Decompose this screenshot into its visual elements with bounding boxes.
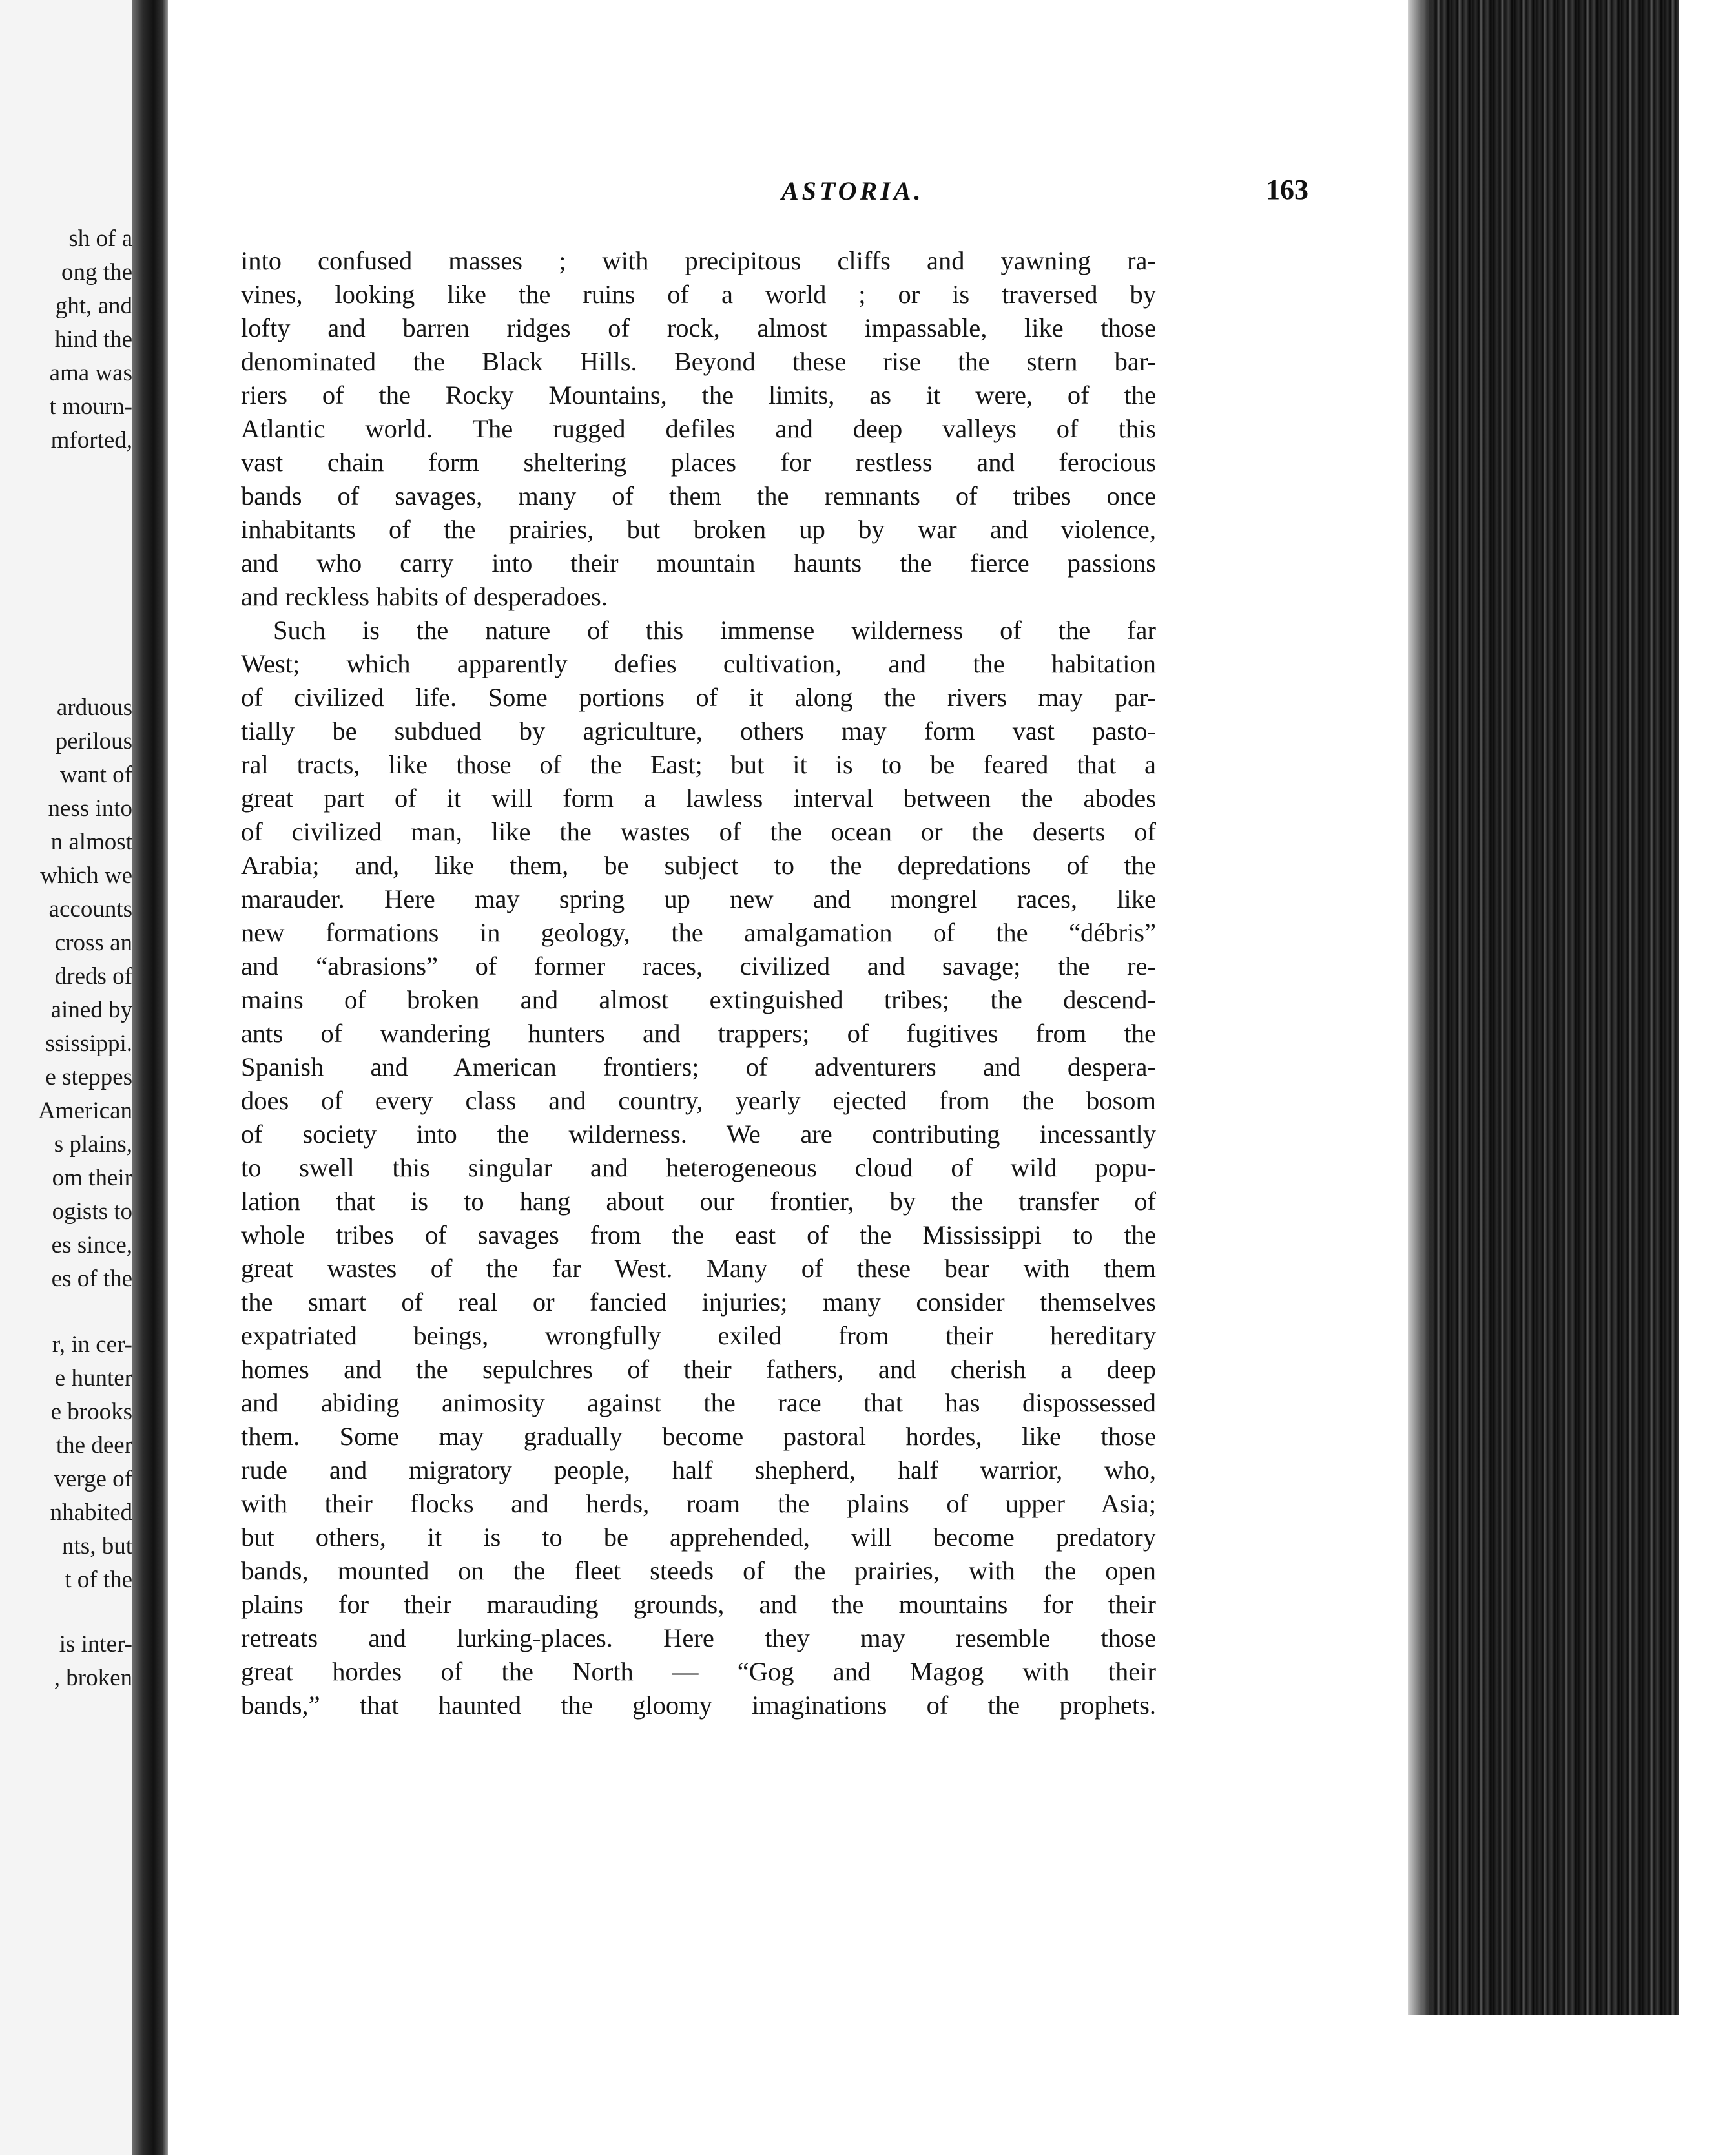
- left-fragment: arduous: [56, 694, 132, 721]
- text-line: Such is the nature of this immense wilderness of the far: [273, 616, 1156, 645]
- left-fragment: want of: [60, 762, 132, 788]
- text-line: West; which apparently defies cultivation, and the habitation: [241, 649, 1156, 678]
- text-line: Arabia; and, like them, be subject to the depredations of the: [241, 851, 1156, 880]
- text-line: inhabitants of the prairies, but broken up by war and violence,: [241, 515, 1156, 544]
- left-fragment: es since,: [51, 1232, 132, 1258]
- page-number: 163: [1266, 174, 1308, 205]
- left-fragment: nhabited: [50, 1499, 132, 1526]
- text-line: of civilized life. Some portions of it along the rivers may par-: [241, 683, 1156, 712]
- left-fragment: ght, and: [55, 293, 132, 319]
- text-line: great hordes of the North — “Gog and Magog with their: [241, 1657, 1156, 1686]
- left-fragment: American: [38, 1098, 132, 1124]
- text-line: vast chain form sheltering places for restless and ferocious: [241, 448, 1156, 477]
- left-fragment: es of the: [51, 1265, 132, 1292]
- left-fragment: accounts: [48, 896, 132, 922]
- text-line: bands of savages, many of them the remnants of tribes once: [241, 481, 1156, 510]
- text-line: vines, looking like the ruins of a world ; or is traversed by: [241, 280, 1156, 309]
- text-line: Spanish and American frontiers; of adventurers and despera-: [241, 1052, 1156, 1081]
- text-line: whole tribes of savages from the east of the Mississippi to the: [241, 1220, 1156, 1249]
- text-line: and who carry into their mountain haunts the fierce passions: [241, 548, 1156, 578]
- text-line: does of every class and country, yearly ejected from the bosom: [241, 1086, 1156, 1115]
- left-fragment: e steppes: [45, 1064, 132, 1090]
- text-line: them. Some may gradually become pastoral hordes, like those: [241, 1422, 1156, 1451]
- book-fore-edge: [1408, 0, 1736, 2155]
- text-line: the smart of real or fancied injuries; many consider themselves: [241, 1287, 1156, 1317]
- text-line: expatriated beings, wrongfully exiled from their hereditary: [241, 1321, 1156, 1350]
- left-fragment: n almost: [50, 829, 132, 855]
- left-fragment: ong the: [61, 259, 132, 286]
- page-stack: [1408, 0, 1679, 2015]
- left-fragment: the deer: [56, 1432, 132, 1459]
- left-fragment: sh of a: [68, 225, 132, 252]
- text-line: great wastes of the far West. Many of these bear with them: [241, 1254, 1156, 1283]
- text-line: denominated the Black Hills. Beyond these rise the stern bar-: [241, 347, 1156, 376]
- text-line: rude and migratory people, half shepherd, half warrior, who,: [241, 1455, 1156, 1484]
- left-fragment: is inter-: [59, 1631, 132, 1658]
- left-fragment: dreds of: [54, 963, 132, 990]
- left-fragment: e brooks: [50, 1399, 132, 1425]
- left-fragment: r, in cer-: [52, 1331, 132, 1358]
- text-line: of civilized man, like the wastes of the ocean or the deserts of: [241, 817, 1156, 846]
- text-line: with their flocks and herds, roam the plains of upper Asia;: [241, 1489, 1156, 1518]
- left-fragment: ssissippi.: [45, 1030, 132, 1057]
- text-line: lation that is to hang about our frontier, by the transfer of: [241, 1187, 1156, 1216]
- text-line: bands,” that haunted the gloomy imaginations of the prophets.: [241, 1691, 1156, 1720]
- left-fragment: t mourn-: [49, 393, 132, 420]
- left-fragment: which we: [40, 862, 132, 889]
- text-line: and “abrasions” of former races, civilized and savage; the re-: [241, 952, 1156, 981]
- text-line: and abiding animosity against the race that has dispossessed: [241, 1388, 1156, 1417]
- left-fragment: s plains,: [54, 1131, 132, 1158]
- left-facing-page: [0, 0, 149, 2155]
- book-gutter: [132, 0, 168, 2155]
- text-line: bands, mounted on the fleet steeds of the prairies, with the open: [241, 1556, 1156, 1585]
- text-line: great part of it will form a lawless interval between the abodes: [241, 784, 1156, 813]
- left-fragment: mforted,: [50, 427, 132, 453]
- text-line: ral tracts, like those of the East; but it is to be feared that a: [241, 750, 1156, 779]
- left-fragment: ogists to: [52, 1198, 132, 1225]
- left-fragment: e hunter: [54, 1365, 132, 1391]
- left-fragment: verge of: [54, 1466, 132, 1492]
- text-line: but others, it is to be apprehended, will become predatory: [241, 1523, 1156, 1552]
- text-line: lofty and barren ridges of rock, almost impassable, like those: [241, 313, 1156, 342]
- text-line: into confused masses ; with precipitous cliffs and yawning ra-: [241, 246, 1156, 275]
- text-line: homes and the sepulchres of their fathers, and cherish a deep: [241, 1355, 1156, 1384]
- text-line: and reckless habits of desperadoes.: [241, 582, 608, 611]
- running-head: ASTORIA.: [781, 176, 924, 205]
- left-fragment: perilous: [55, 728, 132, 755]
- text-line: riers of the Rocky Mountains, the limits, as it were, of the: [241, 380, 1156, 410]
- left-fragment: , broken: [54, 1665, 132, 1691]
- text-line: retreats and lurking-places. Here they may resemble those: [241, 1623, 1156, 1652]
- text-line: of society into the wilderness. We are contributing incessantly: [241, 1119, 1156, 1149]
- left-fragment: ness into: [48, 795, 132, 822]
- text-line: mains of broken and almost extinguished tribes; the descend-: [241, 985, 1156, 1014]
- text-line: tially be subdued by agriculture, others may form vast pasto-: [241, 716, 1156, 745]
- text-line: to swell this singular and heterogeneous cloud of wild popu-: [241, 1153, 1156, 1182]
- text-line: ants of wandering hunters and trappers; of fugitives from the: [241, 1019, 1156, 1048]
- page-edge-shadow: [1408, 0, 1434, 2015]
- text-line: plains for their marauding grounds, and the mountains for their: [241, 1590, 1156, 1619]
- left-fragment: om their: [52, 1165, 132, 1191]
- left-fragment: cross an: [54, 930, 132, 956]
- text-line: marauder. Here may spring up new and mongrel races, like: [241, 884, 1156, 913]
- text-line: Atlantic world. The rugged defiles and deep valleys of this: [241, 414, 1156, 443]
- left-fragment: ama was: [49, 360, 132, 386]
- left-fragment: t of the: [65, 1567, 132, 1593]
- left-fragment: ained by: [50, 997, 132, 1023]
- left-fragment: nts, but: [62, 1533, 132, 1559]
- text-line: new formations in geology, the amalgamation of the “débris”: [241, 918, 1156, 947]
- left-fragment: hind the: [54, 326, 132, 353]
